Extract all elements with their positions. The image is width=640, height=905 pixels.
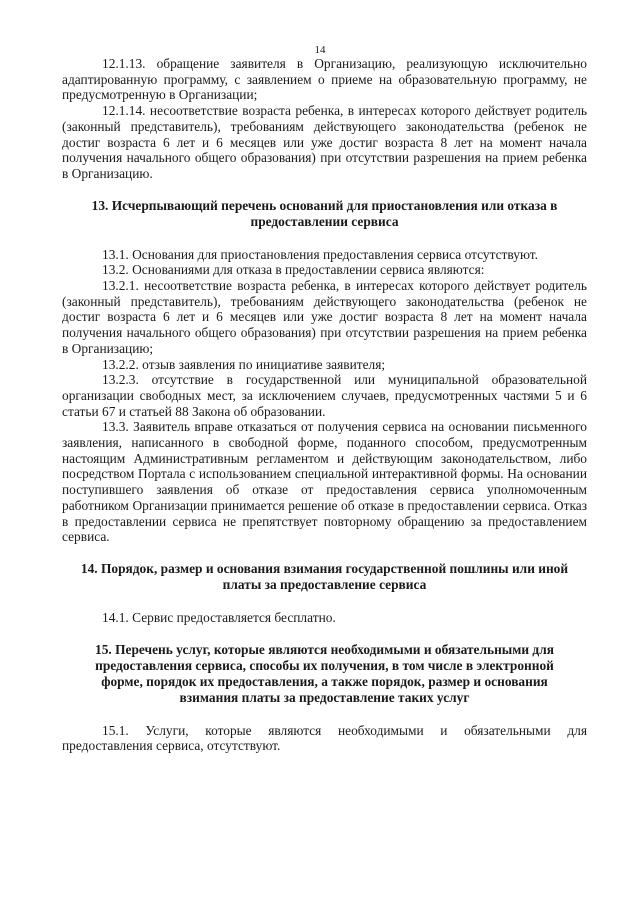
paragraph-14-1: 14.1. Сервис предоставляется бесплатно. [102,609,336,625]
section-13-heading: 13. Исчерпывающий перечень оснований для приостановления или отказа в предоставлении сервиса [91,197,558,229]
paragraph-12-1-13: 12.1.13. обращение заявителя в Организацию, реализующую исключительно адаптированную программу, с заявлением о приеме на образовательную программу, не предусмотренную в Организации; [62,56,587,103]
paragraph-15-1: 15.1. Услуги, которые являются необходимыми и обязательными для предоставления сервиса, отсутствуют. [62,722,587,754]
paragraph-13-2: 13.2. Основаниями для отказа в предоставлении сервиса являются: [102,262,485,278]
section-15-heading: 15. Перечень услуг, которые являются необходимыми и обязательными для предоставления сервиса, способы их получения, в том числе в электронной форме, порядок их предоставления, а также порядок, размер и основания взимания платы за предоставление таких услуг [95,641,554,705]
paragraph-13-2-1: 13.2.1. несоответствие возраста ребенка, в интересах которого действует родитель (законный представитель), требованиям действующего законодательства (ребенок не достиг возраста 6 лет и 6 месяцев или уже достиг возраста 8 лет на момент начала получения начального общего образования) при отсутствии разрешения на прием ребенка в Организацию; [62,278,587,356]
document-body [62,56,587,754]
section-14-heading: 14. Порядок, размер и основания взимания государственной пошлины или иной платы за предоставление сервиса [80,560,569,592]
paragraph-13-2-3: 13.2.3. отсутствие в государственной или муниципальной образовательной организации свободных мест, за исключением случаев, предусмотренных частями 5 и 6 статьи 67 и статьей 88 Закона об образовании. [62,372,587,419]
paragraph-13-1: 13.1. Основания для приостановления предоставления сервиса отсутствуют. [102,246,538,262]
page-number: 14 [314,44,326,56]
paragraph-13-2-2: 13.2.2. отзыв заявления по инициативе заявителя; [102,356,386,372]
paragraph-13-3: 13.3. Заявитель вправе отказаться от получения сервиса на основании письменного заявления, написанного в свободной форме, поданного способом, предусмотренным настоящим Административным регламентом и действующим законодательством, либо посредством Портала с использованием специальной интерактивной формы. На основании поступившего заявления об отказе от предоставления сервиса уполномоченным работником Организации принимается решение об отказе в предоставлении сервиса. Отказ в предоставлении сервиса не препятствует повторному обращению за предоставлением сервиса. [62,419,587,545]
paragraph-12-1-14: 12.1.14. несоответствие возраста ребенка, в интересах которого действует родитель (законный представитель), требованиям действующего законодательства (ребенок не достиг возраста 6 лет и 6 месяцев или уже достиг возраста 8 лет на момент начала получения начального общего образования) при отсутствии разрешения на прием ребенка в Организацию. [62,103,587,181]
